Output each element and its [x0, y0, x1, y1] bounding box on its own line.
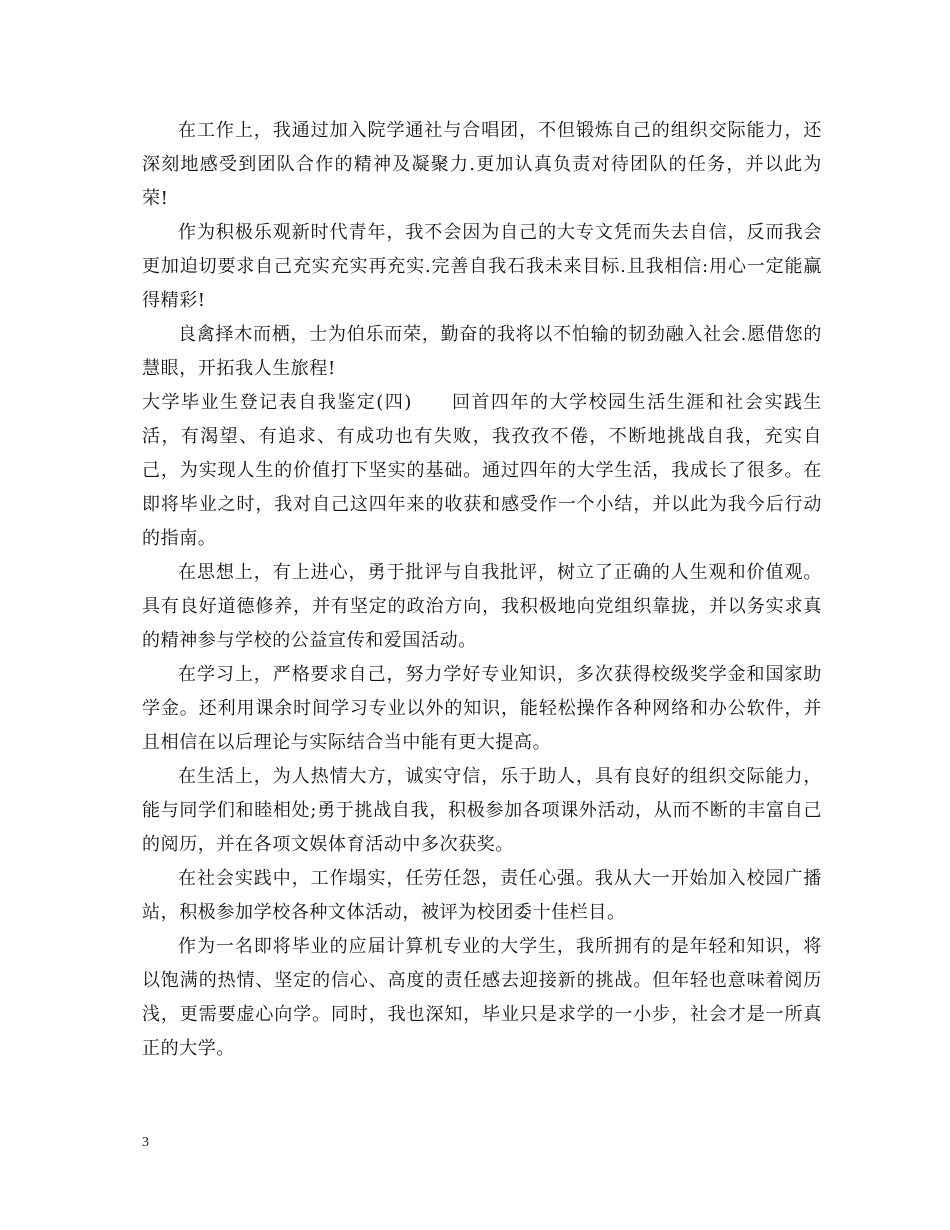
- paragraph-self-appraisal-heading: 大学毕业生登记表自我鉴定(四) 回首四年的大学校园生活生涯和社会实践生活，有渴望、有追求、有成功也有失败，我孜孜不倦，不断地挑战自我，充实自己，为实现人生的价值打下坚实的基础。通过四年的大学生活，我成长了很多。在即将毕业之时，我对自己这四年来的收获和感受作一个小结，并以此为我今后行动的指南。: [142, 392, 822, 549]
- document-body: [142, 114, 822, 1066]
- paragraph-society: 良禽择木而栖，士为伯乐而荣，勤奋的我将以不怕输的韧劲融入社会.愿借您的慧眼，开拓我人生旅程!: [142, 324, 822, 379]
- paragraph-thought: 在思想上，有上进心，勇于批评与自我批评，树立了正确的人生观和价值观。具有良好道德修养，并有坚定的政治方向，我积极地向党组织靠拢，并以务实求真的精神参与学校的公益宣传和爱国活动。: [142, 562, 822, 651]
- paragraph-confidence: 作为积极乐观新时代青年，我不会因为自己的大专文凭而失去自信，反而我会更加迫切要求自己充实充实再充实.完善自我石我未来目标.且我相信:用心一定能赢得精彩!: [142, 222, 822, 311]
- paragraph-conclusion: 作为一名即将毕业的应届计算机专业的大学生，我所拥有的是年轻和知识，将以饱满的热情、坚定的信心、高度的责任感去迎接新的挑战。但年轻也意味着阅历浅，更需要虚心向学。同时，我也深知，毕业只是求学的一小步，社会才是一所真正的大学。: [142, 936, 822, 1059]
- paragraph-life: 在生活上，为人热情大方，诚实守信，乐于助人，具有良好的组织交际能力，能与同学们和睦相处;勇于挑战自我，积极参加各项课外活动，从而不断的丰富自己的阅历，并在各项文娱体育活动中多次获奖。: [142, 766, 822, 855]
- page-number: 3: [142, 1135, 149, 1150]
- paragraph-study: 在学习上，严格要求自己，努力学好专业知识，多次获得校级奖学金和国家助学金。还利用课余时间学习专业以外的知识，能轻松操作各种网络和办公软件，并且相信在以后理论与实际结合当中能有更大提高。: [142, 664, 822, 753]
- paragraph-work: 在工作上，我通过加入院学通社与合唱团，不但锻炼自己的组织交际能力，还深刻地感受到团队合作的精神及凝聚力.更加认真负责对待团队的任务，并以此为荣!: [142, 120, 822, 209]
- paragraph-practice: 在社会实践中，工作塌实，任劳任怨，责任心强。我从大一开始加入校园广播站，积极参加学校各种文体活动，被评为校团委十佳栏目。: [142, 868, 822, 923]
